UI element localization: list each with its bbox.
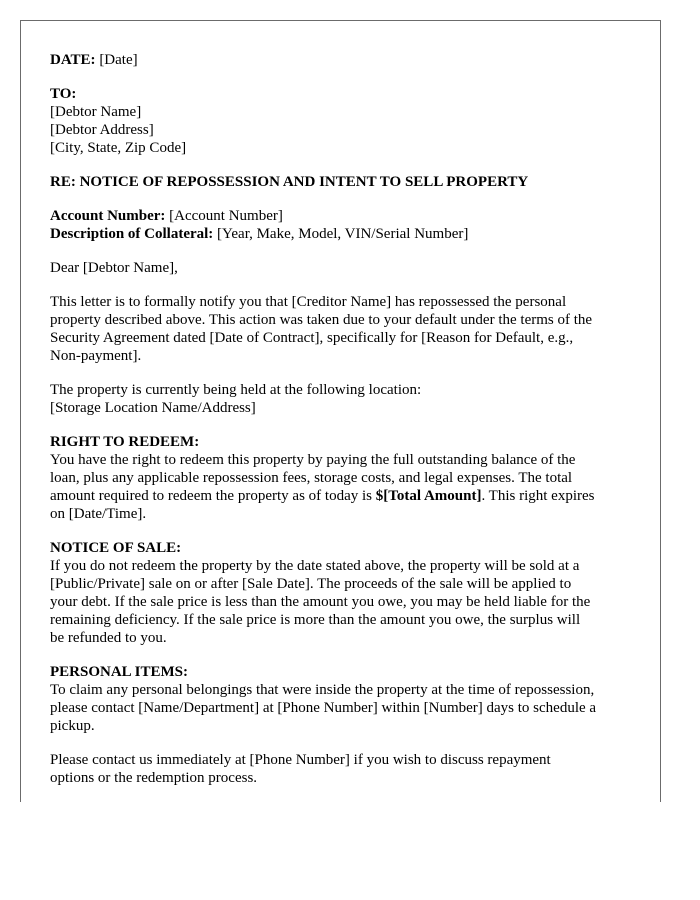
account-block <box>50 207 640 243</box>
closing-paragraph <box>50 751 640 787</box>
date-value: [Date] <box>99 52 138 68</box>
redeem-amount: $[Total Amount] <box>375 488 482 504</box>
location-line: [Storage Location Name/Address] <box>50 400 256 416</box>
collateral-value: [Year, Make, Model, VIN/Serial Number] <box>217 226 469 242</box>
items-section <box>50 663 640 735</box>
intro-line: Non-payment]. <box>50 348 142 364</box>
salutation: Dear [Debtor Name], <box>50 260 178 276</box>
intro-paragraph <box>50 293 640 365</box>
sale-line: remaining deficiency. If the sale price is more than the amount you owe, the surplus will <box>50 612 581 628</box>
account-label: Account Number: <box>50 208 166 224</box>
location-line: The property is currently being held at the following location: <box>50 382 422 398</box>
redeem-line: loan, plus any applicable repossession fees, storage costs, and legal expenses. The total <box>50 470 573 486</box>
recipient-block <box>50 85 640 157</box>
intro-line: property described above. This action was taken due to your default under the terms of the <box>50 312 593 328</box>
items-line: please contact [Name/Department] at [Phone Number] within [Number] days to schedule a <box>50 700 597 716</box>
recipient-address: [Debtor Address] <box>50 122 154 138</box>
items-line: To claim any personal belongings that were inside the property at the time of repossession, <box>50 682 595 698</box>
recipient-name: [Debtor Name] <box>50 104 142 120</box>
date-label: DATE: <box>50 52 96 68</box>
sale-line: your debt. If the sale price is less than the amount you owe, you may be held liable for the <box>50 594 591 610</box>
redeem-pre-amount: amount required to redeem the property as of today is <box>50 488 376 504</box>
sale-line: be refunded to you. <box>50 630 167 646</box>
redeem-section <box>50 433 640 523</box>
letter-body <box>50 51 640 803</box>
location-paragraph <box>50 381 640 417</box>
closing-line: options or the redemption process. <box>50 770 258 786</box>
account-line <box>50 207 640 225</box>
redeem-line: You have the right to redeem this property by paying the full outstanding balance of the <box>50 452 576 468</box>
closing-line: Please contact us immediately at [Phone Number] if you wish to discuss repayment <box>50 752 551 768</box>
subject-line <box>50 173 640 191</box>
to-label: TO: <box>50 86 77 102</box>
items-heading: PERSONAL ITEMS: <box>50 664 188 680</box>
sale-section <box>50 539 640 647</box>
date-line <box>50 51 640 69</box>
redeem-line: on [Date/Time]. <box>50 506 147 522</box>
items-line: pickup. <box>50 718 95 734</box>
intro-line: This letter is to formally notify you that [Creditor Name] has repossessed the personal <box>50 294 567 310</box>
sale-heading: NOTICE OF SALE: <box>50 540 182 556</box>
collateral-label: Description of Collateral: <box>50 226 214 242</box>
redeem-post-amount: . This right expires <box>481 488 595 504</box>
account-value: [Account Number] <box>169 208 283 224</box>
redeem-amount-line <box>50 487 640 505</box>
letter-page <box>20 20 661 802</box>
collateral-line <box>50 225 640 243</box>
recipient-city: [City, State, Zip Code] <box>50 140 187 156</box>
sale-line: [Public/Private] sale on or after [Sale Date]. The proceeds of the sale will be applied to <box>50 576 572 592</box>
sale-line: If you do not redeem the property by the date stated above, the property will be sold at a <box>50 558 580 574</box>
subject-text: RE: NOTICE OF REPOSSESSION AND INTENT TO SELL PROPERTY <box>50 174 529 190</box>
intro-line: Security Agreement dated [Date of Contract], specifically for [Reason for Default, e.g., <box>50 330 574 346</box>
redeem-heading: RIGHT TO REDEEM: <box>50 434 200 450</box>
